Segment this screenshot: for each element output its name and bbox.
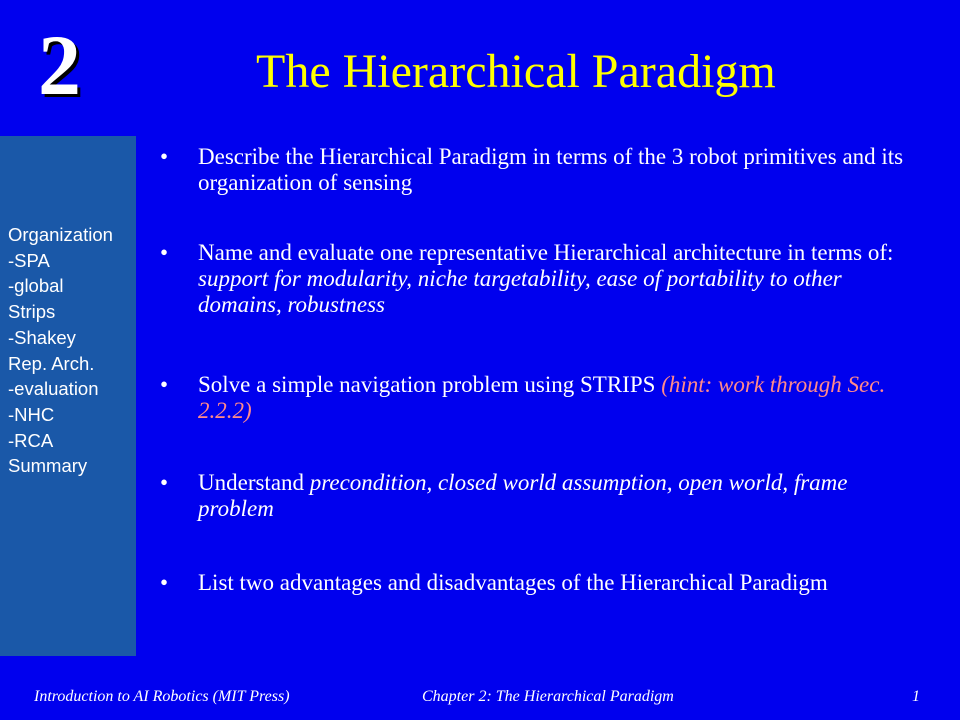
- sidebar-item-shakey: -Shakey: [8, 326, 76, 348]
- bullet-text-emphasis: support for modularity, niche targetability, ease of portability to other domains, robustness: [198, 266, 842, 317]
- chapter-number: 2: [38, 17, 81, 113]
- sidebar-item-global: -global: [8, 275, 64, 297]
- bullet-icon: •: [160, 570, 169, 595]
- bullet-text-part: Solve a simple navigation problem using STRIPS: [198, 372, 662, 397]
- bullet-text: [198, 144, 920, 196]
- sidebar-outline: [8, 222, 113, 479]
- slide-title: The Hierarchical Paradigm: [256, 45, 776, 98]
- sidebar-item-rca: -RCA: [8, 429, 54, 451]
- bullet-text-part: List two advantages and disadvantages of the Hierarchical Paradigm: [198, 570, 828, 595]
- bullet-text-part: Describe the Hierarchical Paradigm in terms of the 3 robot primitives and its organization of sensing: [198, 144, 904, 195]
- footer-page-number: 1: [912, 688, 920, 705]
- bullet-text: [198, 372, 920, 424]
- sidebar-item-nhc: -NHC: [8, 403, 55, 425]
- sidebar-item-spa: -SPA: [8, 249, 50, 271]
- footer-book-title: Introduction to AI Robotics (MIT Press): [34, 688, 290, 705]
- sidebar-panel: [0, 136, 136, 656]
- bullet-text-part: Understand: [198, 470, 310, 495]
- bullet-text: [198, 470, 920, 522]
- sidebar-item-strips: Strips: [8, 301, 56, 323]
- footer-chapter-title: Chapter 2: The Hierarchical Paradigm: [422, 688, 674, 705]
- bullet-icon: •: [160, 240, 169, 265]
- bullet-text-part: Name and evaluate one representative Hierarchical architecture in terms of:: [198, 240, 894, 265]
- sidebar-item-evaluation: -evaluation: [8, 378, 99, 400]
- bullet-icon: •: [160, 372, 169, 397]
- bullet-text: [198, 570, 920, 596]
- bullet-icon: •: [160, 470, 169, 495]
- bullet-text: [198, 240, 920, 318]
- sidebar-item-summary: Summary: [8, 455, 88, 477]
- bullet-icon: •: [160, 144, 169, 169]
- bullet-hint: (hint: work through Sec. 2.2.2): [198, 372, 886, 423]
- sidebar-item-rep-arch: Rep. Arch.: [8, 352, 95, 374]
- bullet-text-emphasis: precondition, closed world assumption, open world, frame problem: [198, 470, 848, 521]
- sidebar-item-organization: Organization: [8, 224, 113, 245]
